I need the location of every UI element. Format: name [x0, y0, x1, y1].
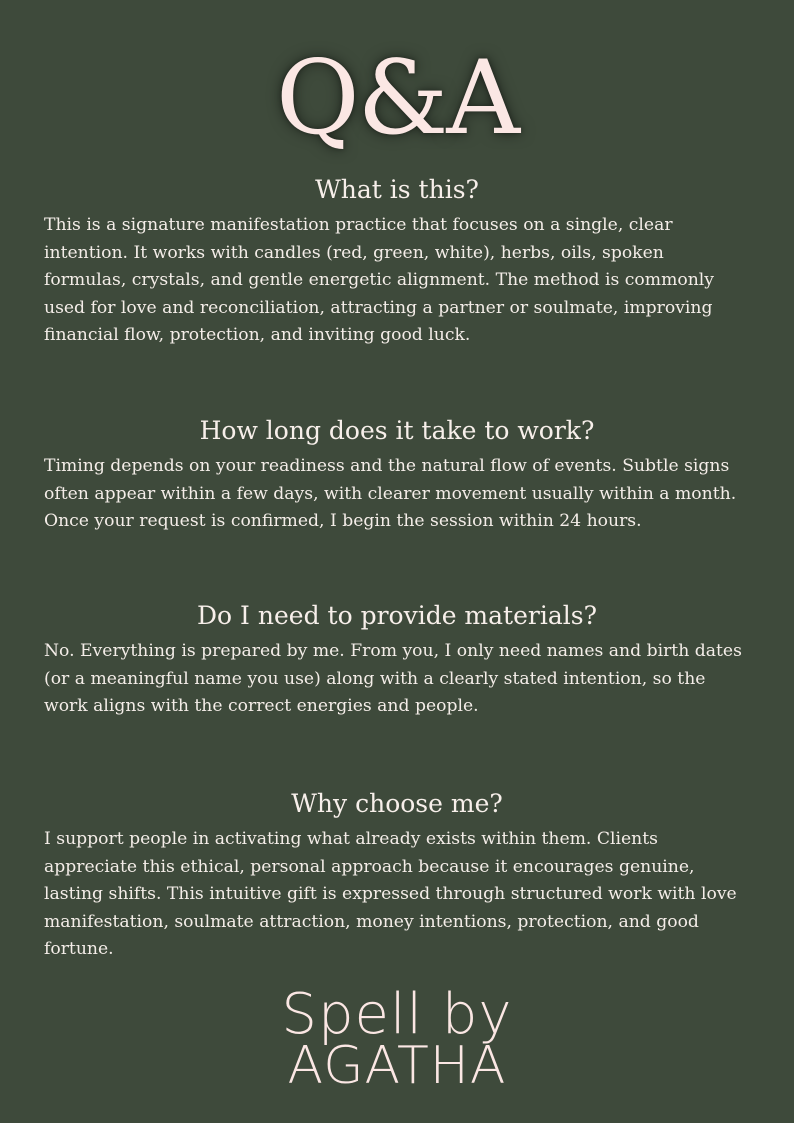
- faq-answer: This is a signature manifestation practice that focuses on a single, clear intention. It works with candles (red, green, white), herbs, oils, spoken formulas, crystals, and gentle energetic alignment. The method is commonly used for love and reconciliation, attracting a partner or soulmate, improving financial flow, protection, and inviting good luck.: [44, 215, 715, 345]
- faq-section-materials: [44, 598, 750, 721]
- brand-name: AGATHA: [287, 1036, 507, 1096]
- faq-question: How long does it take to work?: [199, 416, 595, 445]
- faq-section-how-long: [44, 413, 750, 536]
- faq-question: What is this?: [315, 175, 479, 204]
- faq-section-what-is-this: [44, 172, 750, 350]
- faq-answer: I support people in activating what already exists within them. Clients appreciate this ethical, personal approach because it encourages genuine, lasting shifts. This intuitive gift is expressed through structured work with love manifestation, soulmate attraction, money intentions, protection, and good fortune.: [44, 829, 737, 959]
- faq-question: Do I need to provide materials?: [197, 601, 597, 630]
- faq-answer: Timing depends on your readiness and the natural flow of events. Subtle signs often appear within a few days, with clearer movement usually within a month. Once your request is confirmed, I begin the session within 24 hours.: [44, 456, 737, 531]
- faq-section-why-choose-me: [44, 786, 750, 964]
- brand-tagline: Spell by: [281, 982, 513, 1047]
- faq-question: Why choose me?: [291, 789, 503, 818]
- faq-answer: No. Everything is prepared by me. From you, I only need names and birth dates (or a meaningful name you use) along with a clearly stated intention, so the work aligns with the correct energies and people.: [44, 641, 742, 716]
- page-title: Q&A: [275, 39, 519, 158]
